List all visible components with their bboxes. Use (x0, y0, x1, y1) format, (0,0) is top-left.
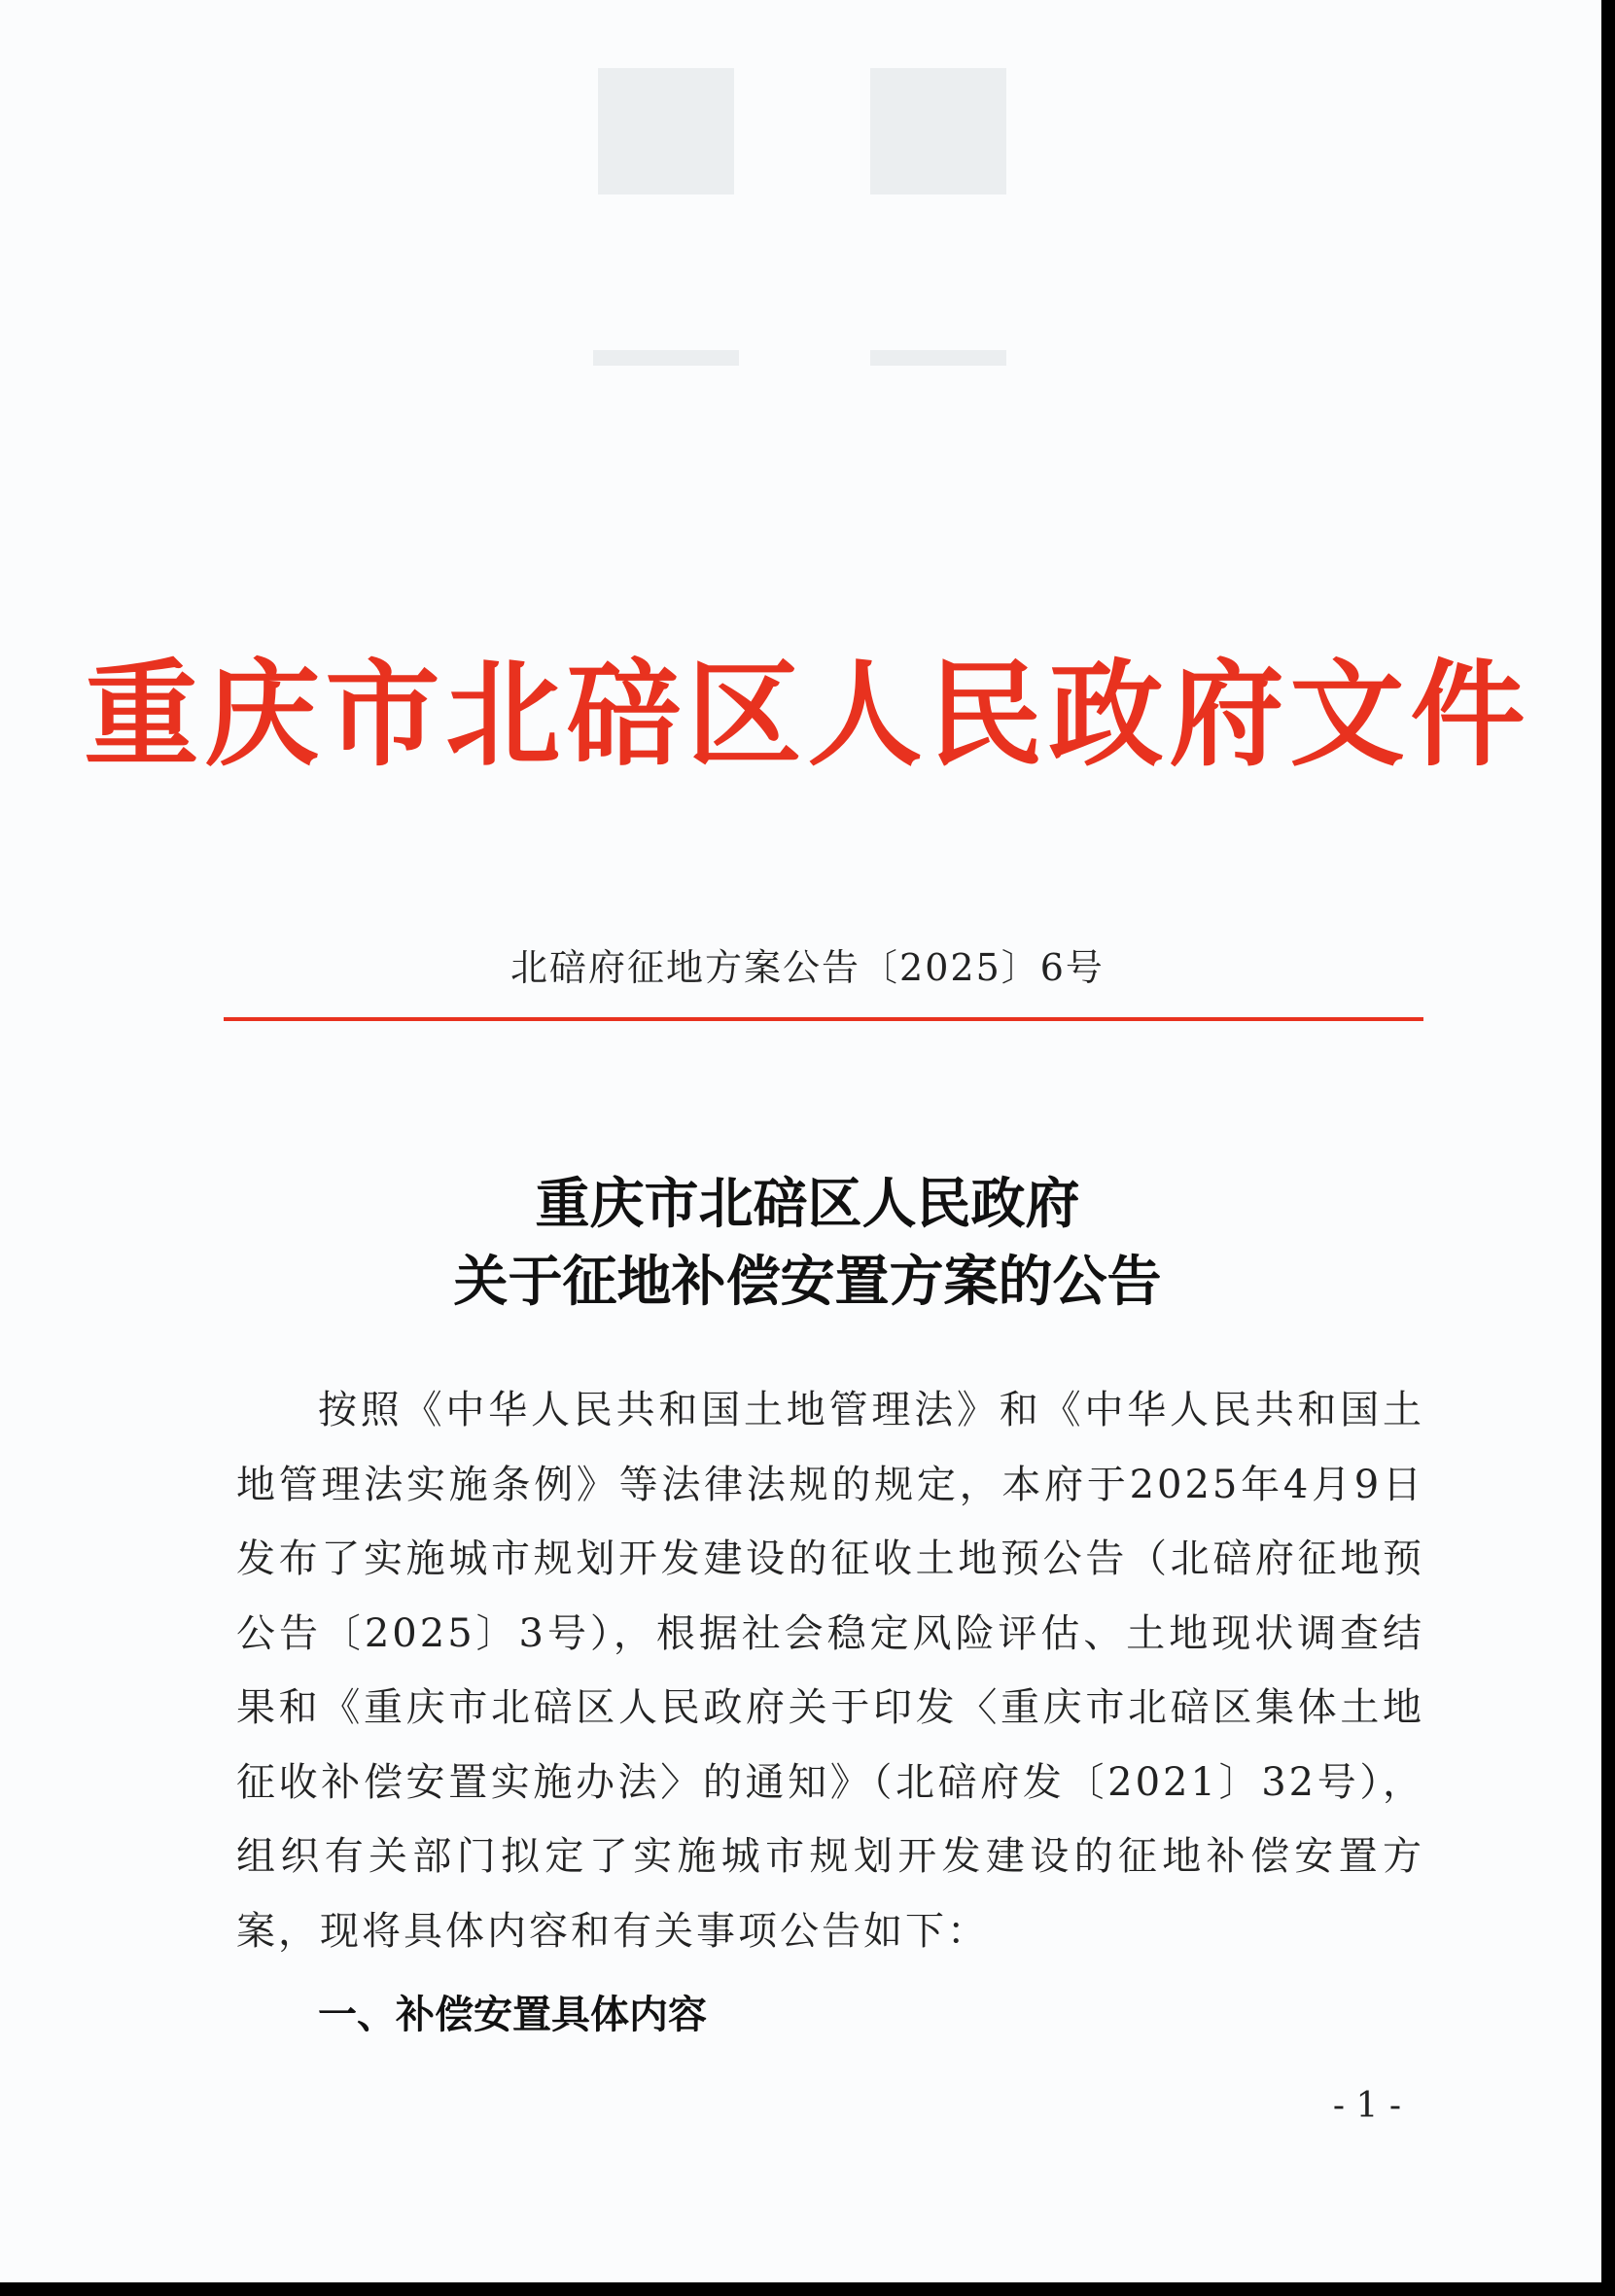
scan-border (1601, 0, 1615, 2296)
document-masthead: 重庆市北碚区人民政府文件 (84, 648, 1531, 782)
scan-smudge (593, 350, 739, 366)
notice-title-line-2: 关于征地补偿安置方案的公告 (453, 1250, 1162, 1314)
document-number: 北碚府征地方案公告〔2025〕6号 (510, 946, 1105, 989)
page-number: - 1 - (1332, 2086, 1401, 2126)
notice-title-line-1: 重庆市北碚区人民政府 (535, 1172, 1080, 1236)
scan-smudge (870, 350, 1006, 366)
body-paragraph: 按照《中华人民共和国土地管理法》和《中华人民共和国土地管理法实施条例》等法律法规的规定，本府于2025年4月9日发布了实施城市规划开发建设的征收土地预公告（北碚府征地预公告〔2025〕3号），根据社会稳定风险评估、土地现状调查结果和《重庆市北碚区人民政府关于印发〈重庆市北碚区集体土地征收补偿安置实施办法〉的通知》（北碚府发〔2021〕32号），组织有关部门拟定了实施城市规划开发建设的征地补偿安置方案，现将具体内容和有关事项公告如下： (236, 1388, 1424, 1954)
scan-smudge (870, 68, 1006, 194)
scan-smudge (598, 68, 734, 194)
scan-border (0, 2282, 1615, 2296)
red-divider (224, 1017, 1423, 1021)
section-heading: 一、补偿安置具体内容 (318, 1993, 707, 2037)
